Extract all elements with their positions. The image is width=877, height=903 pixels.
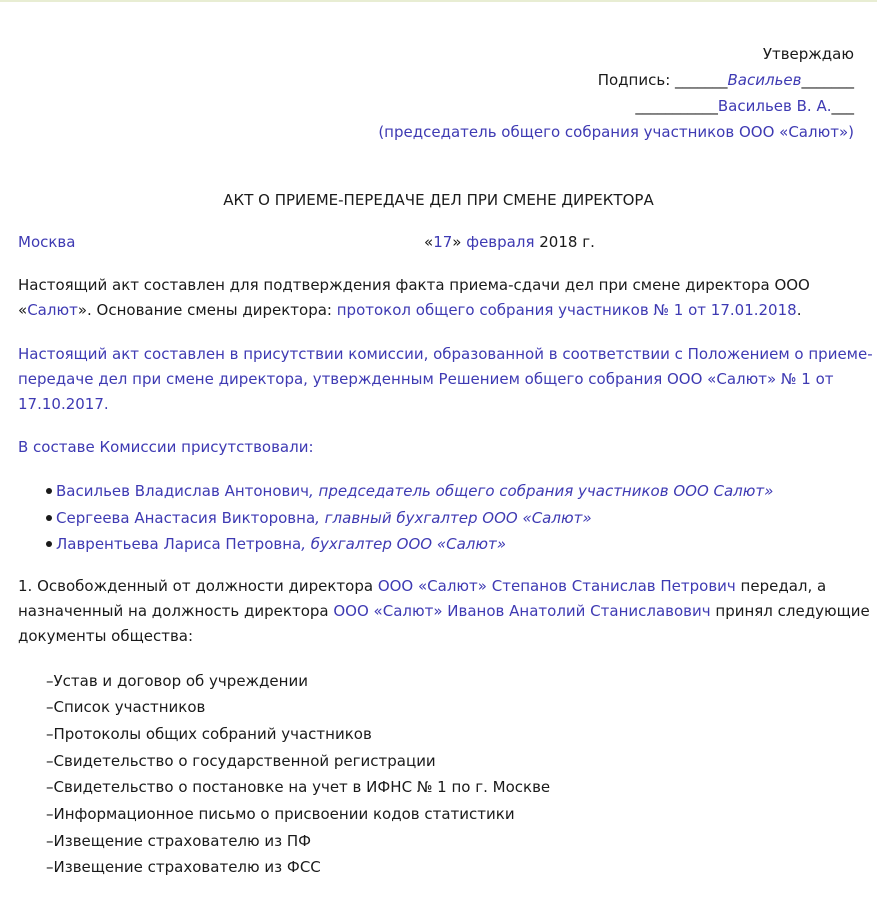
commission-para-line-1: Настоящий акт составлен в присутствии комиссии, образованной в соответствии с Положением о приеме- (18, 345, 873, 363)
signature-name: Васильев (727, 71, 802, 89)
member-name: Лаврентьева Лариса Петровна (56, 535, 302, 553)
clause1-person2: Иванов Анатолий Станиславович (447, 602, 711, 620)
bullet-icon (46, 488, 52, 494)
commission-member (46, 533, 506, 555)
intro-basis: протокол общего собрания участников № 1 от 17.01.2018 (336, 301, 797, 319)
document-item: –Информационное письмо о присвоении кодов статистики (46, 805, 515, 823)
approver-name-line (635, 95, 854, 117)
approver-name: Васильев В. А. (717, 97, 832, 115)
date-quote-open: « (424, 233, 434, 251)
document-item: –Устав и договор об учреждении (46, 672, 308, 690)
intro-end: . (796, 301, 802, 319)
intro-company: Салют (27, 301, 78, 319)
signature-label: Подпись: _______ (597, 71, 728, 89)
approval-header: Утверждаю (762, 45, 854, 63)
member-role: , главный бухгалтер ООО «Салют» (315, 509, 592, 527)
member-role: , председатель общего собрания участников ООО Салют» (309, 482, 774, 500)
clause1-l2-start: назначенный на должность директора (18, 602, 334, 620)
clause1-line-3: документы общества: (18, 627, 194, 645)
document-title: АКТ О ПРИЕМЕ-ПЕРЕДАЧЕ ДЕЛ ПРИ СМЕНЕ ДИРЕКТОРА (223, 191, 654, 209)
clause1-company1: ООО «Салют» (377, 577, 492, 595)
clause1-start: 1. Освобожденный от должности директора (18, 577, 378, 595)
clause1-person1: Степанов Станислав Петрович (491, 577, 736, 595)
signature-line (598, 69, 854, 91)
clause1-l1-end: передал, а (735, 577, 827, 595)
intro-line-2 (18, 299, 801, 321)
intro-quote-open: « (18, 301, 28, 319)
approver-position: (председатель общего собрания участников ООО «Салют») (378, 123, 854, 141)
commission-para-line-3: 17.10.2017. (18, 395, 109, 413)
intro-line-1: Настоящий акт составлен для подтверждения факта приема-сдачи дел при смене директора ООО (18, 276, 810, 294)
member-name: Васильев Владислав Антонович (56, 482, 309, 500)
intro-mid: ». Основание смены директора: (77, 301, 337, 319)
document-item: –Извещение страхователю из ФСС (46, 858, 321, 876)
member-name: Сергеева Анастасия Викторовна (56, 509, 316, 527)
name-tail: ___ (831, 97, 854, 115)
document-item: –Свидетельство о постановке на учет в ИФНС № 1 по г. Москве (46, 778, 551, 796)
clause1-company2: ООО «Салют» (333, 602, 448, 620)
date-month: февраля (466, 233, 535, 251)
member-role: , бухгалтер ООО «Салют» (301, 535, 506, 553)
clause1-l2-end: принял следующие (710, 602, 870, 620)
signature-tail: _______ (801, 71, 854, 89)
name-underline: ___________ (635, 97, 718, 115)
document-item: –Извещение страхователю из ПФ (46, 832, 312, 850)
document-item: –Список участников (46, 698, 206, 716)
clause1-line-2 (18, 600, 870, 622)
top-border (0, 0, 877, 2)
commission-member (46, 480, 773, 502)
commission-member (46, 507, 592, 529)
commission-heading: В составе Комиссии присутствовали: (18, 438, 314, 456)
date-year: 2018 г. (539, 233, 595, 251)
bullet-icon (46, 515, 52, 521)
city: Москва (18, 233, 76, 251)
bullet-icon (46, 541, 52, 547)
commission-para-line-2: передаче дел при смене директора, утвержденным Решением общего собрания ООО «Салют» № 1 от (18, 370, 834, 388)
document-item: –Протоколы общих собраний участников (46, 725, 372, 743)
document-item: –Свидетельство о государственной регистрации (46, 752, 436, 770)
clause1-line-1 (18, 575, 826, 597)
date-quote-close: » (452, 233, 462, 251)
date-day: 17 (433, 233, 453, 251)
date (424, 231, 595, 253)
